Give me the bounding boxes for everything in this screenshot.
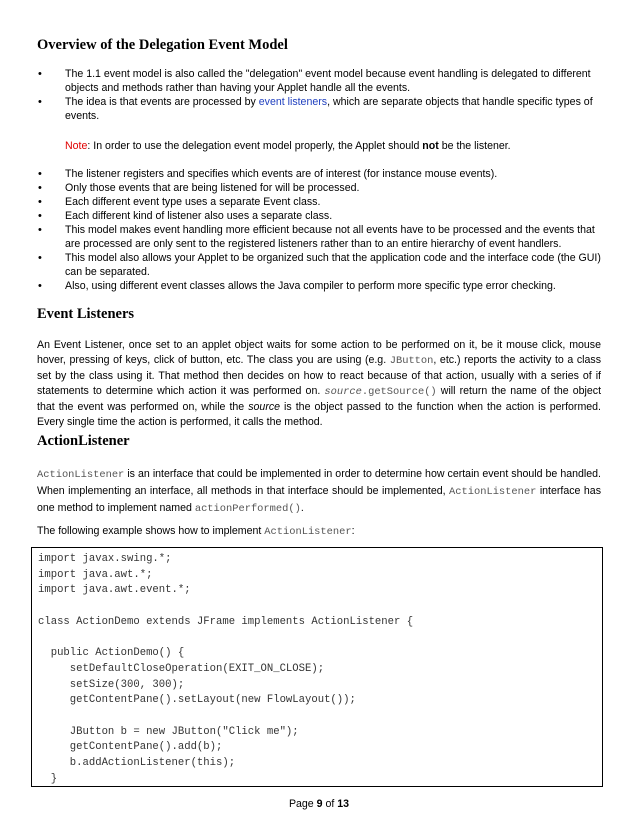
section-title-actionlistener: ActionListener bbox=[37, 433, 130, 449]
section-title-event-listeners: Event Listeners bbox=[37, 306, 135, 322]
paragraph-text: is an interface that could be implemented in order to determine how certain event should be handled. When implementing an interface, all methods in that interface should be implemented, bbox=[37, 468, 601, 497]
event-listeners-paragraph bbox=[37, 338, 601, 430]
paragraph-text: : bbox=[351, 525, 355, 537]
bullet-list-b bbox=[36, 167, 606, 293]
page-footer bbox=[0, 798, 638, 810]
list-item: • Each different kind of listener also uses a separate class. bbox=[36, 209, 606, 223]
paragraph-text: , etc.) reports the activity to a class set by the class using it. That method then decides on how to react because of that action, usually with a series of if statements to determine which action it was performed on. bbox=[37, 354, 601, 397]
code-text: import javax.swing.*; import java.awt.*; import java.awt.event.*; class ActionDemo extends JFrame implements ActionListener { public ActionDemo() { setDefaultCloseOperation(EXIT_ON_CLOSE); setSize(300, 300); getContentPane().setLayout(new FlowLayout()); JButton b = new JButton("Click me"); getContentPane().add(b); b.addActionListener(this); } bbox=[38, 553, 414, 785]
footer-text: Page bbox=[288, 798, 317, 810]
italic-text: source bbox=[248, 401, 281, 413]
paragraph-text: An Event Listener, once set to an applet object waits for some action to be performed on it, be it mouse click, mouse hover, pressing of keys, click of button, etc. The class you are using (e.g. bbox=[37, 339, 601, 366]
list-item: • This model makes event handling more efficient because not all events have to be processed and the events that are processed are only sent to the registered listeners rather than to an entire hierarchy of event handlers. bbox=[36, 223, 606, 251]
page-number: 9 bbox=[316, 798, 323, 810]
code-block bbox=[31, 547, 603, 787]
inline-code: .getSource() bbox=[361, 386, 437, 398]
list-item-text: The idea is that events are processed by bbox=[65, 96, 259, 108]
note-bold: not bbox=[422, 140, 439, 152]
list-item: • Also, using different event classes allows the Java compiler to perform more specific type error checking. bbox=[36, 279, 606, 293]
example-intro bbox=[37, 524, 601, 540]
inline-code: JButton bbox=[389, 355, 434, 367]
section-title-delegation: Overview of the Delegation Event Model bbox=[37, 37, 288, 53]
list-item: • The listener registers and specifies which events are of interest (for instance mouse events). bbox=[36, 167, 606, 181]
note-text: be the listener. bbox=[438, 140, 511, 152]
list-item bbox=[36, 95, 606, 123]
list-item-text: , which are separate objects that handle specific types of events. bbox=[65, 96, 593, 122]
inline-code: ActionListener bbox=[449, 486, 537, 498]
page-total: 13 bbox=[337, 798, 350, 810]
footer-text: of bbox=[322, 798, 338, 810]
paragraph-text: is the object passed to the function when the action is performed. Every single time the action is performed, it calls the method. bbox=[37, 401, 601, 428]
event-listeners-link[interactable]: event listeners bbox=[258, 96, 328, 108]
inline-code: actionPerformed() bbox=[194, 503, 301, 515]
inline-code-italic: source bbox=[324, 386, 362, 398]
paragraph-text: will return the name of the object that the event was performed on, while the bbox=[37, 385, 602, 413]
inline-code: ActionListener bbox=[37, 469, 125, 481]
list-item: • Only those events that are being listened for will be processed. bbox=[36, 181, 606, 195]
paragraph-text: . bbox=[300, 502, 304, 514]
paragraph-text: interface has one method to implement named bbox=[37, 485, 601, 514]
actionlistener-paragraph bbox=[37, 466, 601, 517]
list-item: • This model also allows your Applet to be organized such that the application code and the interface code (the GUI) can be separated. bbox=[36, 251, 606, 279]
note-text: : In order to use the delegation event model properly, the Applet should bbox=[87, 140, 423, 152]
list-item: • Each different event type uses a separate Event class. bbox=[36, 195, 606, 209]
list-item: • The 1.1 event model is also called the "delegation" event model because event handling is delegated to different objects and methods rather than having your Applet handle all the events. bbox=[36, 67, 606, 95]
note-line bbox=[65, 139, 511, 153]
inline-code: ActionListener bbox=[264, 526, 352, 538]
bullet-list-a bbox=[36, 67, 606, 123]
paragraph-text: The following example shows how to implement bbox=[37, 525, 265, 537]
note-label: Note bbox=[65, 140, 88, 152]
